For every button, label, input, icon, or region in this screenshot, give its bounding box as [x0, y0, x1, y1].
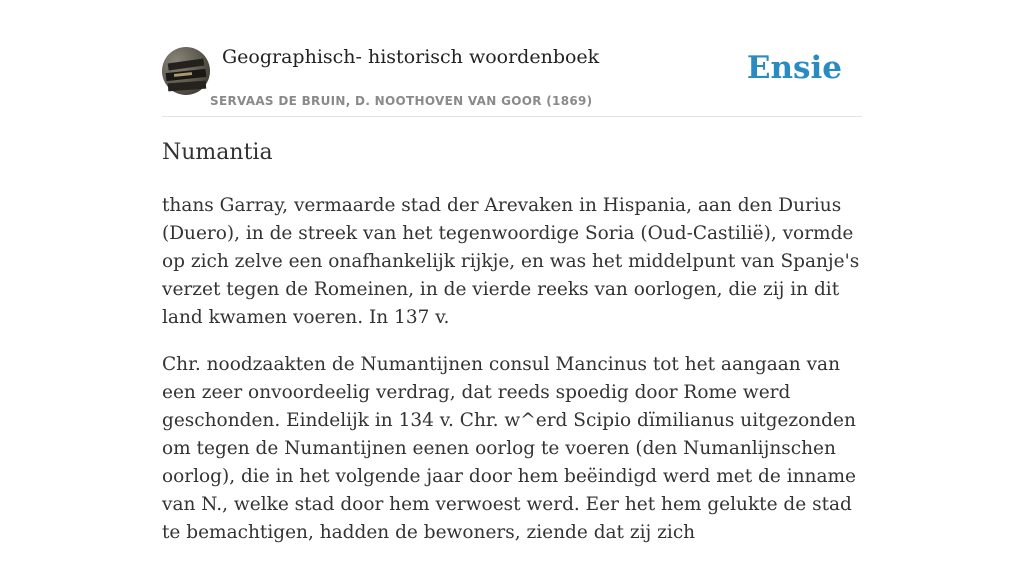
book-header	[162, 0, 862, 117]
entry-body	[162, 192, 862, 566]
content-container	[162, 0, 862, 543]
entry-paragraph: thans Garray, vermaarde stad der Arevaken in Hispania, aan den Durius (Duero), in de streek van het tegenwoordige Soria (Oud-Castilië), vormde op zich zelve een onafhankelijk rijkje, en was het middelpunt van Spanje's verzet tegen de Romeinen, in de vierde reeks van oorlogen, die zij in dit land kwamen voeren. In 137 v.	[162, 195, 860, 328]
book-author-year: SERVAAS DE BRUIN, D. NOOTHOVEN VAN GOOR (1869)	[210, 94, 593, 108]
book-cover-avatar[interactable]	[162, 47, 210, 95]
book-spine	[168, 81, 206, 92]
book-title-link[interactable]: Geographisch- historisch woordenboek	[222, 46, 600, 68]
entry-title: Numantia	[162, 140, 273, 165]
ensie-logo[interactable]: Ensie	[746, 50, 842, 86]
entry-paragraph: Chr. noodzaakten de Numantijnen consul Mancinus tot het aangaan van een zeer onvoordeelig verdrag, dat reeds spoedig door Rome werd geschonden. Eindelijk in 134 v. Chr. w^erd Scipio dïmilianus uitgezonden om tegen de Numantijnen eenen oorlog te voeren (den Numanlijnschen oorlog), die in het volgende jaar door hem beëindigd werd met de inname van N., welke stad door hem verwoest werd. Eer het hem gelukte de stad te bemachtigen, hadden de bewoners, ziende dat zij zich	[162, 354, 856, 543]
